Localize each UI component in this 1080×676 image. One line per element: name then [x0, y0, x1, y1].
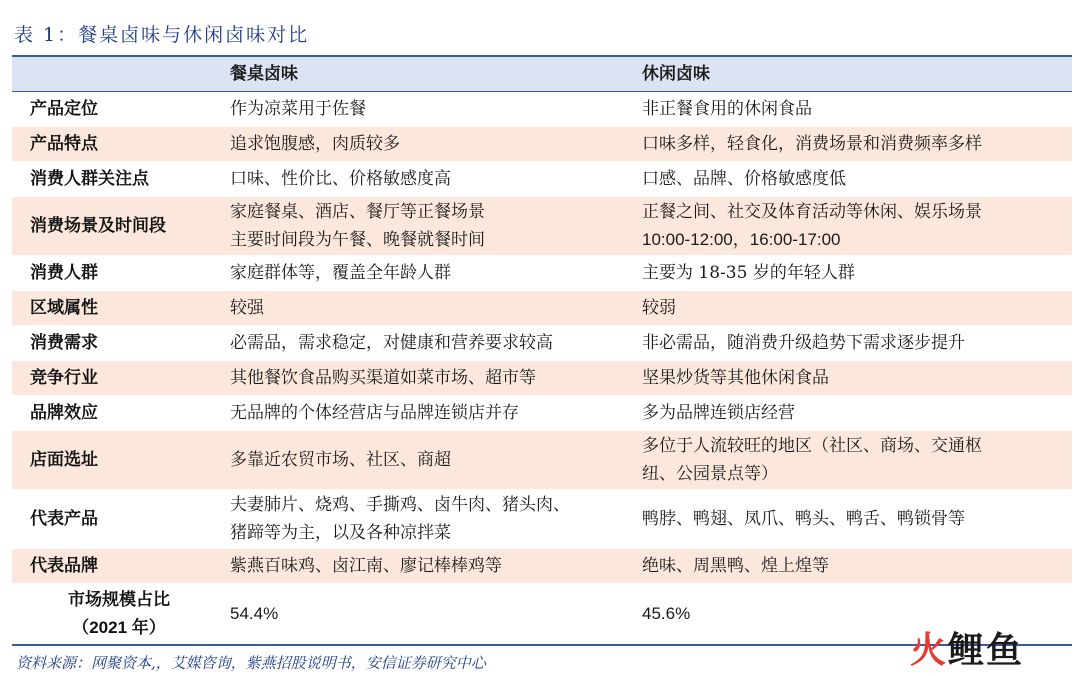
leisure-cell: 较弱 — [638, 291, 1072, 326]
row-label: 代表品牌 — [12, 549, 226, 584]
row-label: 区域属性 — [12, 291, 226, 326]
leisure-cell: 45.6% — [638, 584, 1072, 646]
row-label: 消费场景及时间段 — [12, 197, 226, 256]
dining-cell: 较强 — [226, 291, 638, 326]
dining-cell: 54.4% — [226, 584, 638, 646]
leisure-cell: 绝味、周黑鸭、煌上煌等 — [638, 549, 1072, 584]
table-row — [12, 256, 1072, 291]
watermark-part-1: 火 — [910, 630, 949, 671]
table-row — [12, 361, 1072, 396]
dining-cell: 无品牌的个体经营店与品牌连锁店并存 — [226, 396, 638, 431]
dining-cell: 口味、性价比、价格敏感度高 — [226, 162, 638, 197]
dining-cell: 必需品，需求稳定，对健康和营养要求较高 — [226, 326, 638, 361]
leisure-cell: 主要为 18-35 岁的年轻人群 — [638, 256, 1072, 291]
leisure-cell: 坚果炒货等其他休闲食品 — [638, 361, 1072, 396]
leisure-cell: 正餐之间、社交及体育活动等休闲、娱乐场景 10:00-12:00，16:00-17:00 — [638, 197, 1072, 256]
row-label: 产品定位 — [12, 92, 226, 127]
row-label: 产品特点 — [12, 127, 226, 162]
table-header-row — [12, 56, 1072, 92]
leisure-cell: 非必需品，随消费升级趋势下需求逐步提升 — [638, 326, 1072, 361]
dining-cell: 家庭餐桌、酒店、餐厅等正餐场景 主要时间段为午餐、晚餐就餐时间 — [226, 197, 638, 256]
row-label: 竞争行业 — [12, 361, 226, 396]
table-row — [12, 197, 1072, 256]
row-label: 消费人群 — [12, 256, 226, 291]
dining-cell: 多靠近农贸市场、社区、商超 — [226, 431, 638, 490]
source-note: 资料来源：网聚资本,，艾媒咨询，紫燕招股说明书，安信证券研究中心 — [16, 654, 486, 672]
table-row — [12, 396, 1072, 431]
leisure-cell: 多位于人流较旺的地区（社区、商场、交通枢 纽、公园景点等） — [638, 431, 1072, 490]
leisure-cell: 鸭脖、鸭翅、凤爪、鸭头、鸭舌、鸭锁骨等 — [638, 490, 1072, 549]
comparison-table — [12, 55, 1072, 646]
table-row — [12, 291, 1072, 326]
leisure-cell: 口味多样，轻食化，消费场景和消费频率多样 — [638, 127, 1072, 162]
leisure-cell: 多为品牌连锁店经营 — [638, 396, 1072, 431]
table-row — [12, 549, 1072, 584]
row-label: 市场规模占比 （2021 年） — [12, 584, 226, 646]
watermark-part-2: 鲤鱼 — [948, 630, 1025, 671]
header-dining-braised: 餐桌卤味 — [226, 56, 638, 92]
table-row — [12, 431, 1072, 490]
table-row — [12, 326, 1072, 361]
row-label: 品牌效应 — [12, 396, 226, 431]
dining-cell: 紫燕百味鸡、卤江南、廖记棒棒鸡等 — [226, 549, 638, 584]
leisure-cell: 口感、品牌、价格敏感度低 — [638, 162, 1072, 197]
leisure-cell: 非正餐食用的休闲食品 — [638, 92, 1072, 127]
row-label: 消费人群关注点 — [12, 162, 226, 197]
dining-cell: 追求饱腹感，肉质较多 — [226, 127, 638, 162]
dining-cell: 夫妻肺片、烧鸡、手撕鸡、卤牛肉、猪头肉、 猪蹄等为主，以及各种凉拌菜 — [226, 490, 638, 549]
watermark-logo — [910, 622, 1024, 673]
header-blank — [12, 56, 226, 92]
dining-cell: 家庭群体等，覆盖全年龄人群 — [226, 256, 638, 291]
table-row — [12, 162, 1072, 197]
row-label: 店面选址 — [12, 431, 226, 490]
table-title: 表 1：餐桌卤味与休闲卤味对比 — [14, 24, 310, 46]
table-row — [12, 127, 1072, 162]
header-leisure-braised: 休闲卤味 — [638, 56, 1072, 92]
row-label: 代表产品 — [12, 490, 226, 549]
dining-cell: 其他餐饮食品购买渠道如菜市场、超市等 — [226, 361, 638, 396]
table-row — [12, 490, 1072, 549]
dining-cell: 作为凉菜用于佐餐 — [226, 92, 638, 127]
table-row — [12, 92, 1072, 127]
row-label: 消费需求 — [12, 326, 226, 361]
